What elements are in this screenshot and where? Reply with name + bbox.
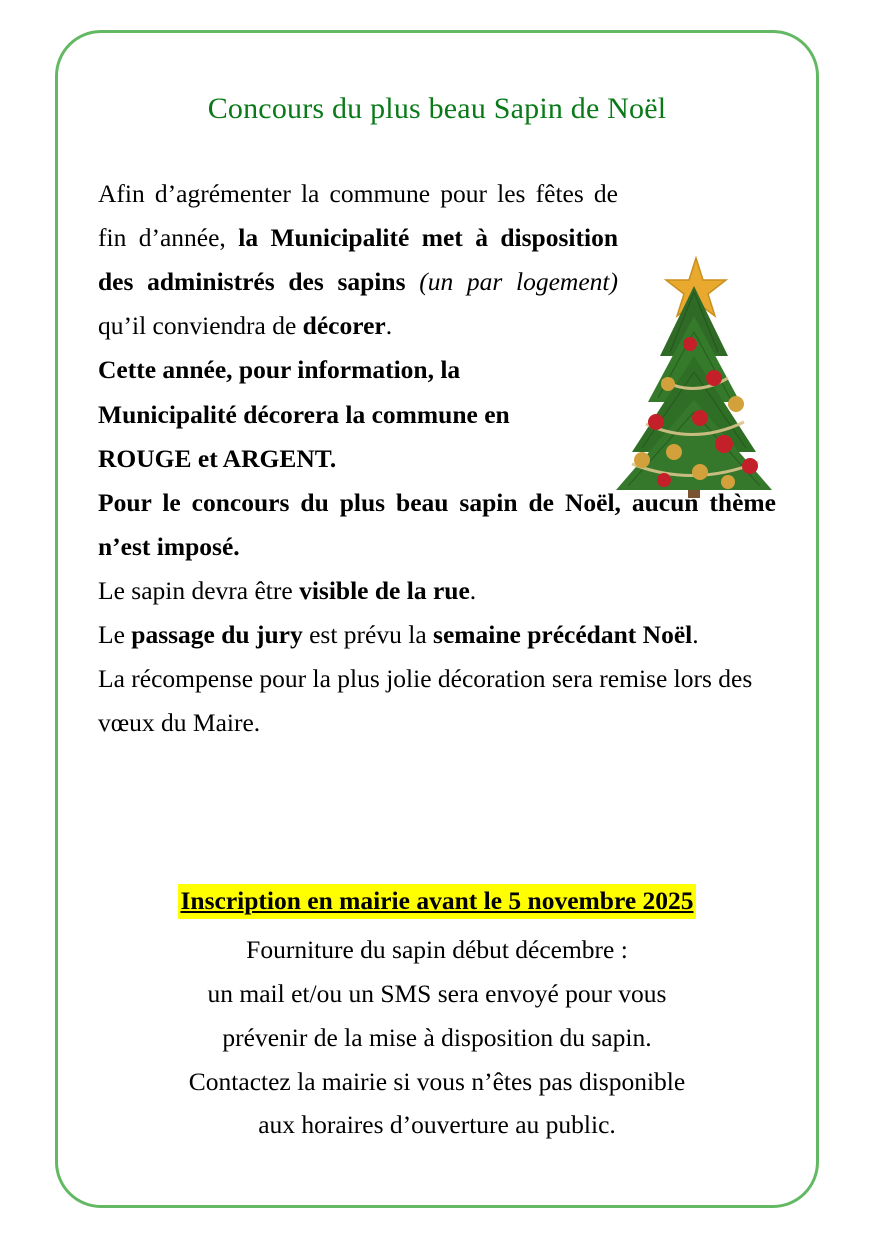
jury-text-c: est prévu la	[302, 620, 434, 650]
paragraph-visible	[98, 569, 776, 613]
visible-text-c: .	[469, 575, 477, 605]
footer-line-2: un mail et/ou un SMS sera envoyé pour vous	[207, 978, 667, 1008]
intro-text-a: Afin d’agrémenter la commune pour les fêtes de fin d’année,	[98, 179, 618, 253]
intro-text-d: qu’il conviendra de	[98, 311, 303, 341]
registration-deadline-text: Inscription en mairie avant le 5 novembre 2025	[178, 884, 695, 919]
registration-deadline	[0, 884, 874, 919]
paragraph-colors-text: Cette année, pour information, la Municipalité décorera la commune en ROUGE et ARGENT.	[98, 355, 510, 473]
footer-line-1: Fourniture du sapin début décembre :	[246, 935, 628, 964]
jury-text-e: .	[692, 620, 699, 650]
jury-text-a: Le	[98, 620, 132, 650]
paragraph-theme	[98, 481, 776, 569]
footer-line-5: aux horaires d’ouverture au public.	[258, 1110, 616, 1140]
intro-text-c: (un par logement)	[405, 267, 618, 297]
footer-line-3: prévenir de la mise à disposition du sapin.	[222, 1022, 652, 1052]
paragraph-reward: La récompense pour la plus jolie décoration sera remise lors des vœux du Maire.	[98, 664, 753, 738]
jury-text-b: passage du jury	[131, 620, 303, 650]
footer-line-4: Contactez la mairie si vous n’êtes pas disponible	[188, 1066, 686, 1096]
paragraph-theme-text: Pour le concours du plus beau sapin de Noël, aucun thème n’est imposé.	[98, 487, 776, 561]
intro-text-b: la Municipalité met à disposition des administrés des sapins	[98, 223, 618, 297]
paragraph-intro	[98, 172, 776, 348]
poster-body	[98, 172, 776, 745]
paragraph-colors	[98, 348, 776, 480]
visible-text-a: Le sapin devra être	[98, 575, 300, 605]
poster-footer	[87, 928, 787, 1147]
visible-text-b: visible de la rue	[299, 575, 470, 605]
paragraph-jury	[98, 613, 776, 657]
intro-text-e: décorer	[302, 311, 386, 341]
jury-text-d: semaine précédant Noël	[433, 620, 693, 650]
intro-text-f: .	[385, 311, 393, 341]
page-title: Concours du plus beau Sapin de Noël	[207, 92, 667, 125]
